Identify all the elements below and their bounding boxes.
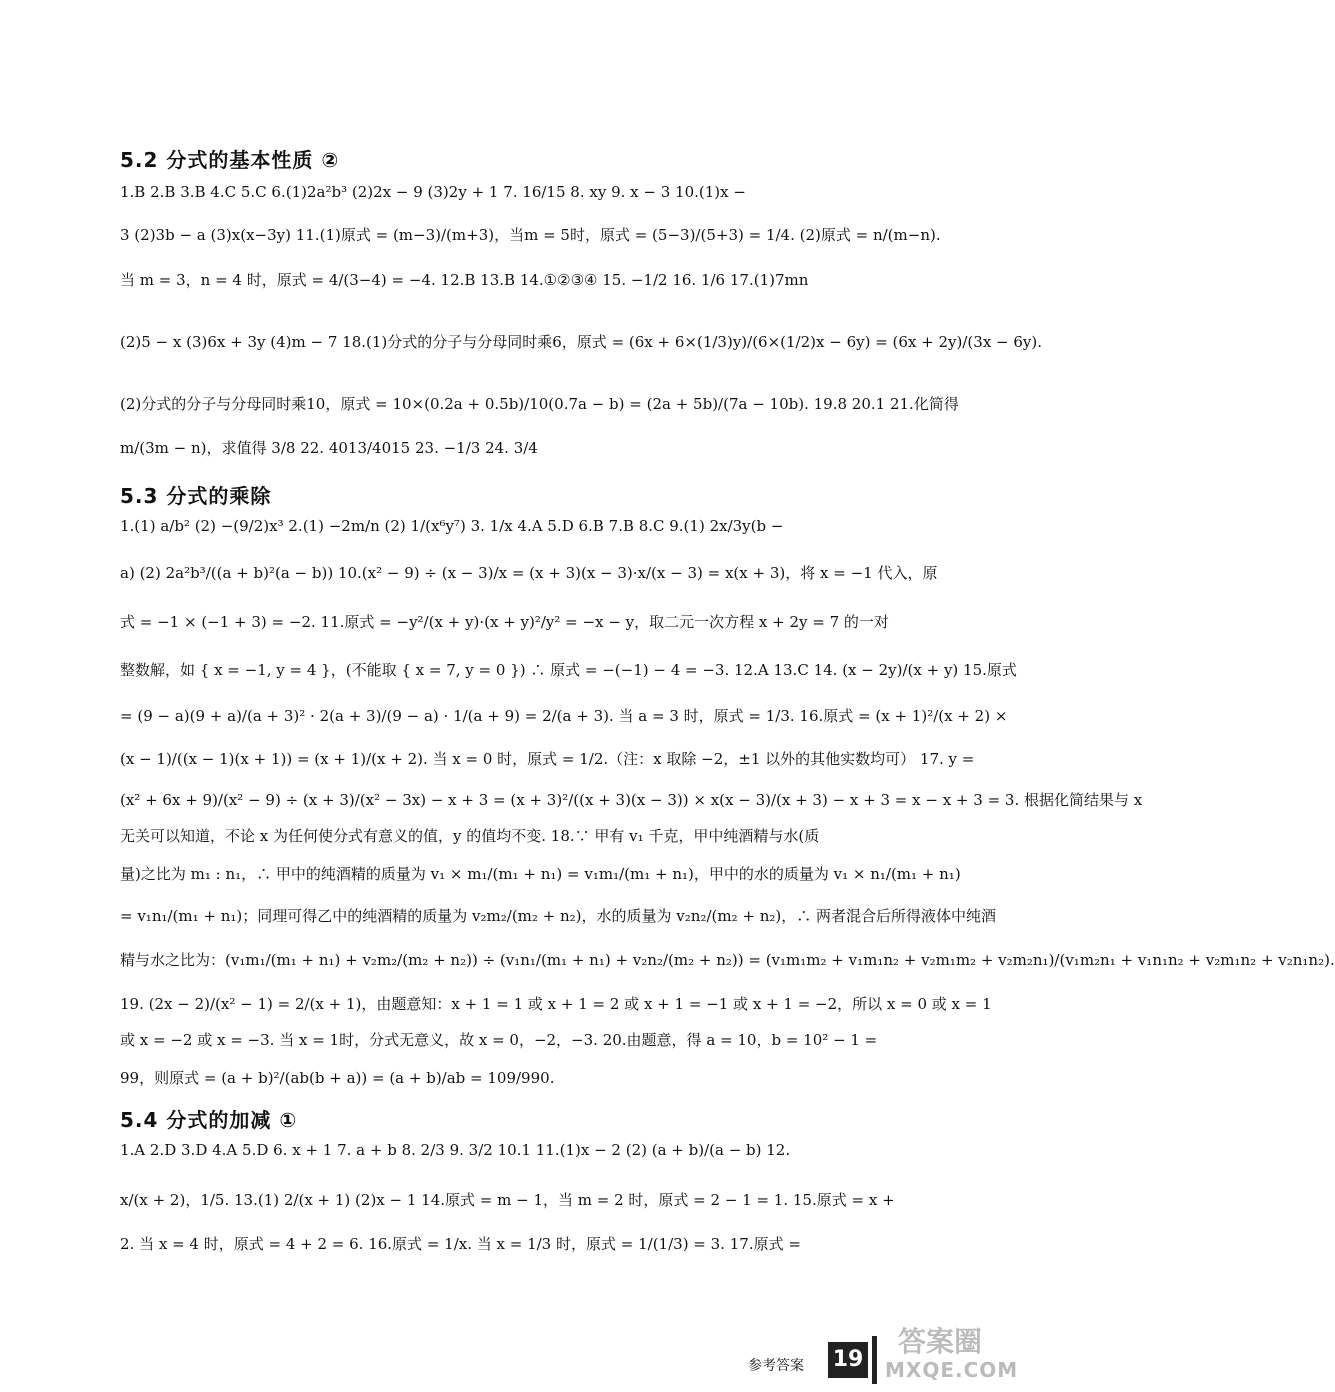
answer-line: (2)5 − x (3)6x + 3y (4)m − 7 18.(1)分式的分子与分母同时乘6，原式 = (6x + 6×(1/3)y)/(6×(1/2)x − 6y) = (6x + 2y)/(3x − 6y).: [120, 333, 1043, 351]
answer-line: 19. (2x − 2)/(x² − 1) = 2/(x + 1)，由题意知：x + 1 = 1 或 x + 1 = 2 或 x + 1 = −1 或 x + 1 = −2，所以 x = 0 或 x = 1: [120, 995, 992, 1013]
answer-line: m/(3m − n)，求值得 3/8 22. 4013/4015 23. −1/3 24. 3/4: [120, 439, 538, 457]
watermark-text-bottom: MXQE.COM: [885, 1358, 1019, 1382]
section-heading-5-2: 5.2 分式的基本性质 ②: [120, 148, 340, 172]
footer-label: 参考答案: [748, 1358, 804, 1374]
answer-line: 无关可以知道，不论 x 为任何使分式有意义的值，y 的值均不变. 18.∵ 甲有 v₁ 千克，甲中纯酒精与水(质: [120, 827, 820, 845]
answer-line: (2)分式的分子与分母同时乘10，原式 = 10×(0.2a + 0.5b)/10(0.7a − b) = (2a + 5b)/(7a − 10b). 19.8 20.1 21.化简得: [120, 395, 959, 413]
section-heading-5-4: 5.4 分式的加减 ①: [120, 1108, 298, 1132]
answer-line: (x − 1)/((x − 1)(x + 1)) = (x + 1)/(x + 2). 当 x = 0 时，原式 = 1/2.（注：x 取除 −2，±1 以外的其他实数均可） 17. y =: [120, 750, 975, 768]
watermark-logo: [885, 1325, 1019, 1386]
answer-line: = v₁n₁/(m₁ + n₁)；同理可得乙中的纯酒精的质量为 v₂m₂/(m₂ + n₂)，水的质量为 v₂n₂/(m₂ + n₂)，∴ 两者混合后所得液体中纯酒: [120, 907, 997, 925]
answer-line: 99，则原式 = (a + b)²/(ab(b + a)) = (a + b)/ab = 109/990.: [120, 1069, 555, 1087]
page-bar-divider: [872, 1336, 877, 1384]
page-number: 19: [828, 1342, 868, 1378]
section-heading-5-3: 5.3 分式的乘除: [120, 484, 272, 508]
answer-line: a) (2) 2a²b³/((a + b)²(a − b)) 10.(x² − 9) ÷ (x − 3)/x = (x + 3)(x − 3)·x/(x − 3) = x(x + 3)，将 x = −1 代入，原: [120, 564, 938, 582]
answer-line: 1.B 2.B 3.B 4.C 5.C 6.(1)2a²b³ (2)2x − 9 (3)2y + 1 7. 16/15 8. xy 9. x − 3 10.(1)x −: [120, 183, 746, 201]
answer-line: 量)之比为 m₁ : n₁，∴ 甲中的纯酒精的质量为 v₁ × m₁/(m₁ + n₁) = v₁m₁/(m₁ + n₁)，甲中的水的质量为 v₁ × n₁/(m₁ + n₁): [120, 865, 961, 883]
answer-line: 整数解，如 { x = −1, y = 4 }，(不能取 { x = 7, y = 0 }) ∴ 原式 = −(−1) − 4 = −3. 12.A 13.C 14. (x − 2y)/(x + y) 15.原式: [120, 661, 1017, 679]
answer-line: 3 (2)3b − a (3)x(x−3y) 11.(1)原式 = (m−3)/(m+3)，当m = 5时，原式 = (5−3)/(5+3) = 1/4. (2)原式 = n/(m−n).: [120, 226, 941, 244]
answer-line: 精与水之比为：(v₁m₁/(m₁ + n₁) + v₂m₂/(m₂ + n₂)) ÷ (v₁n₁/(m₁ + n₁) + v₂n₂/(m₂ + n₂)) = (v₁m₁m₂ + v₁m₁n₂ + v₂m₁m₂ + v₂m₂n₁)/(v₁m₂n₁ + v₁n₁n₂ + v₂m₁n₂ + v₂n₁n₂).: [120, 951, 1335, 969]
answer-line: 1.A 2.D 3.D 4.A 5.D 6. x + 1 7. a + b 8. 2/3 9. 3/2 10.1 11.(1)x − 2 (2) (a + b)/(a − b) 12.: [120, 1141, 791, 1159]
answer-line: x/(x + 2)，1/5. 13.(1) 2/(x + 1) (2)x − 1 14.原式 = m − 1，当 m = 2 时，原式 = 2 − 1 = 1. 15.原式 = x +: [120, 1191, 895, 1209]
answer-line: 2. 当 x = 4 时，原式 = 4 + 2 = 6. 16.原式 = 1/x. 当 x = 1/3 时，原式 = 1/(1/3) = 3. 17.原式 =: [120, 1235, 801, 1253]
answer-line: 式 = −1 × (−1 + 3) = −2. 11.原式 = −y²/(x + y)·(x + y)²/y² = −x − y，取二元一次方程 x + 2y = 7 的一对: [120, 613, 889, 631]
answer-line: = (9 − a)(9 + a)/(a + 3)² · 2(a + 3)/(9 − a) · 1/(a + 9) = 2/(a + 3). 当 a = 3 时，原式 = 1/3. 16.原式 = (x + 1)²/(x + 2) ×: [120, 707, 1008, 725]
answer-line: (x² + 6x + 9)/(x² − 9) ÷ (x + 3)/(x² − 3x) − x + 3 = (x + 3)²/((x + 3)(x − 3)) × x(x − 3)/(x + 3) − x + 3 = x − x + 3 = 3. 根据化简结果与 x: [120, 791, 1143, 809]
answer-line: 当 m = 3，n = 4 时，原式 = 4/(3−4) = −4. 12.B 13.B 14.①②③④ 15. −1/2 16. 1/6 17.(1)7mn: [120, 271, 809, 289]
watermark-text-top: 答案圈: [897, 1325, 982, 1358]
answer-line: 1.(1) a/b² (2) −(9/2)x³ 2.(1) −2m/n (2) 1/(x⁶y⁷) 3. 1/x 4.A 5.D 6.B 7.B 8.C 9.(1) 2x/3y(b −: [120, 517, 784, 535]
answer-line: 或 x = −2 或 x = −3. 当 x = 1时，分式无意义，故 x = 0，−2，−3. 20.由题意，得 a = 10，b = 10² − 1 =: [120, 1031, 878, 1049]
